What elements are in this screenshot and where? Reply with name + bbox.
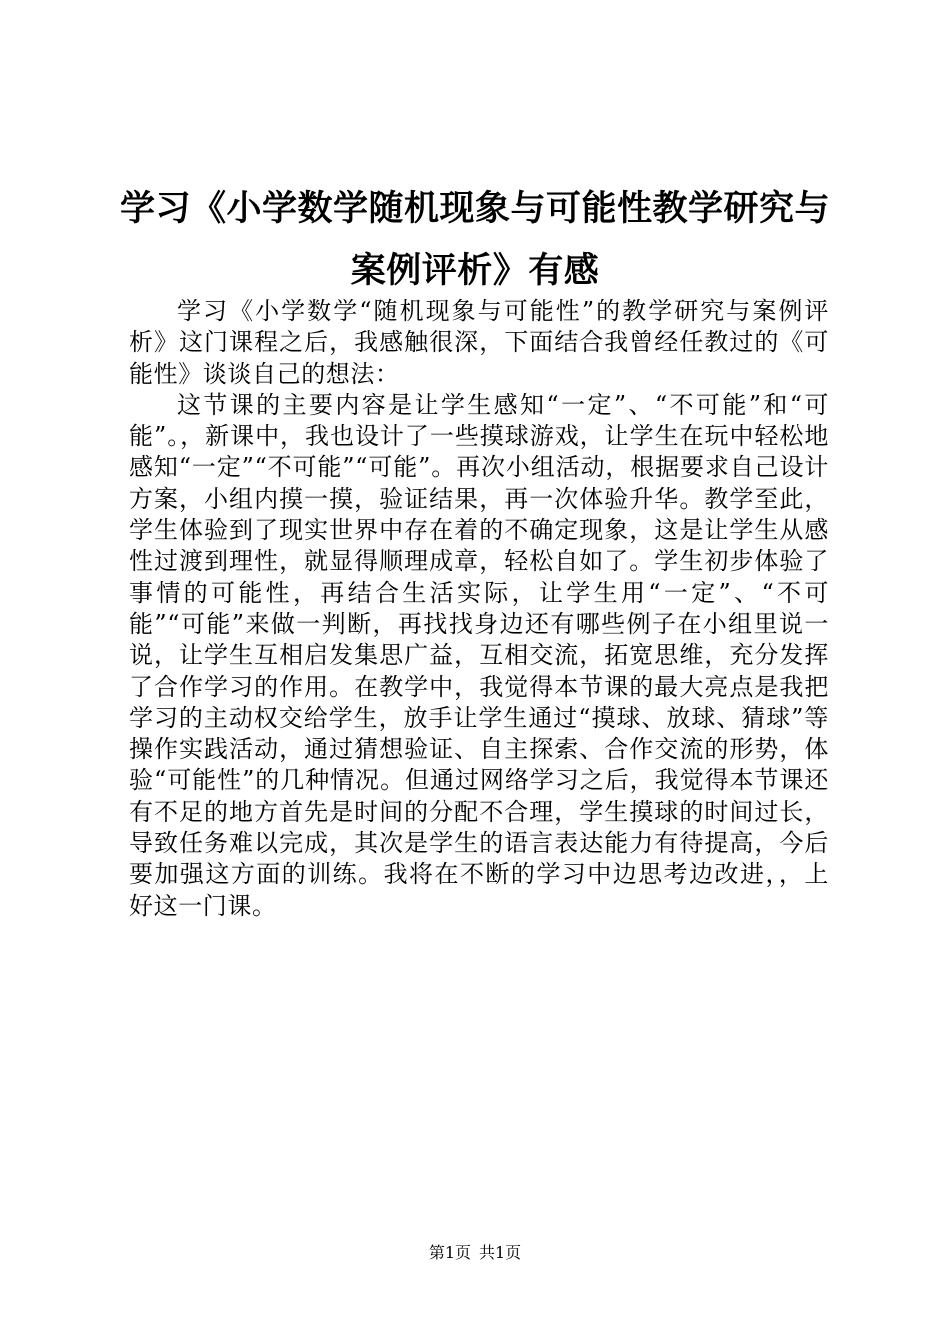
page-footer: [0, 1243, 950, 1263]
document-body: [129, 296, 829, 922]
paragraph-main: 这节课的主要内容是让学生感知“一定”、“不可能”和“可能”。，新课中，我也设计了一些摸球游戏，让学生在玩中轻松地感知“一定”“不可能”“可能”。再次小组活动，根据要求自己设计方案，小组内摸一摸，验证结果，再一次体验升华。教学至此，学生体验到了现实世界中存在着的不确定现象，这是让学生从感性过渡到理性，就显得顺理成章，轻松自如了。学生初步体验了事情的可能性，再结合生活实际，让学生用“一定”、“不可能”“可能”来做一判断，再找找身边还有哪些例子在小组里说一说，让学生互相启发集思广益，互相交流，拓宽思维，充分发挥了合作学习的作用。在教学中，我觉得本节课的最大亮点是我把学习的主动权交给学生，放手让学生通过“摸球、放球、猜球”等操作实践活动，通过猜想验证、自主探索、合作交流的形势，体验“可能性”的几种情况。但通过网络学习之后，我觉得本节课还有不足的地方首先是时间的分配不合理，学生摸球的时间过长，导致任务难以完成，其次是学生的语言表达能力有待提高，今后要加强这方面的训练。我将在不断的学习中边思考边改进，，上好这一门课。: [129, 390, 829, 920]
document-title: 学习《小学数学随机现象与可能性教学研究与案例评析》有感: [119, 189, 830, 291]
paragraph-intro: 学习《小学数学“随机现象与可能性”的教学研究与案例评析》这门课程之后，我感触很深，下面结合我曾经任教过的《可能性》谈谈自己的想法：: [129, 297, 829, 388]
page-total: 共1页: [479, 1243, 522, 1262]
page-number: 第1页: [428, 1243, 471, 1262]
